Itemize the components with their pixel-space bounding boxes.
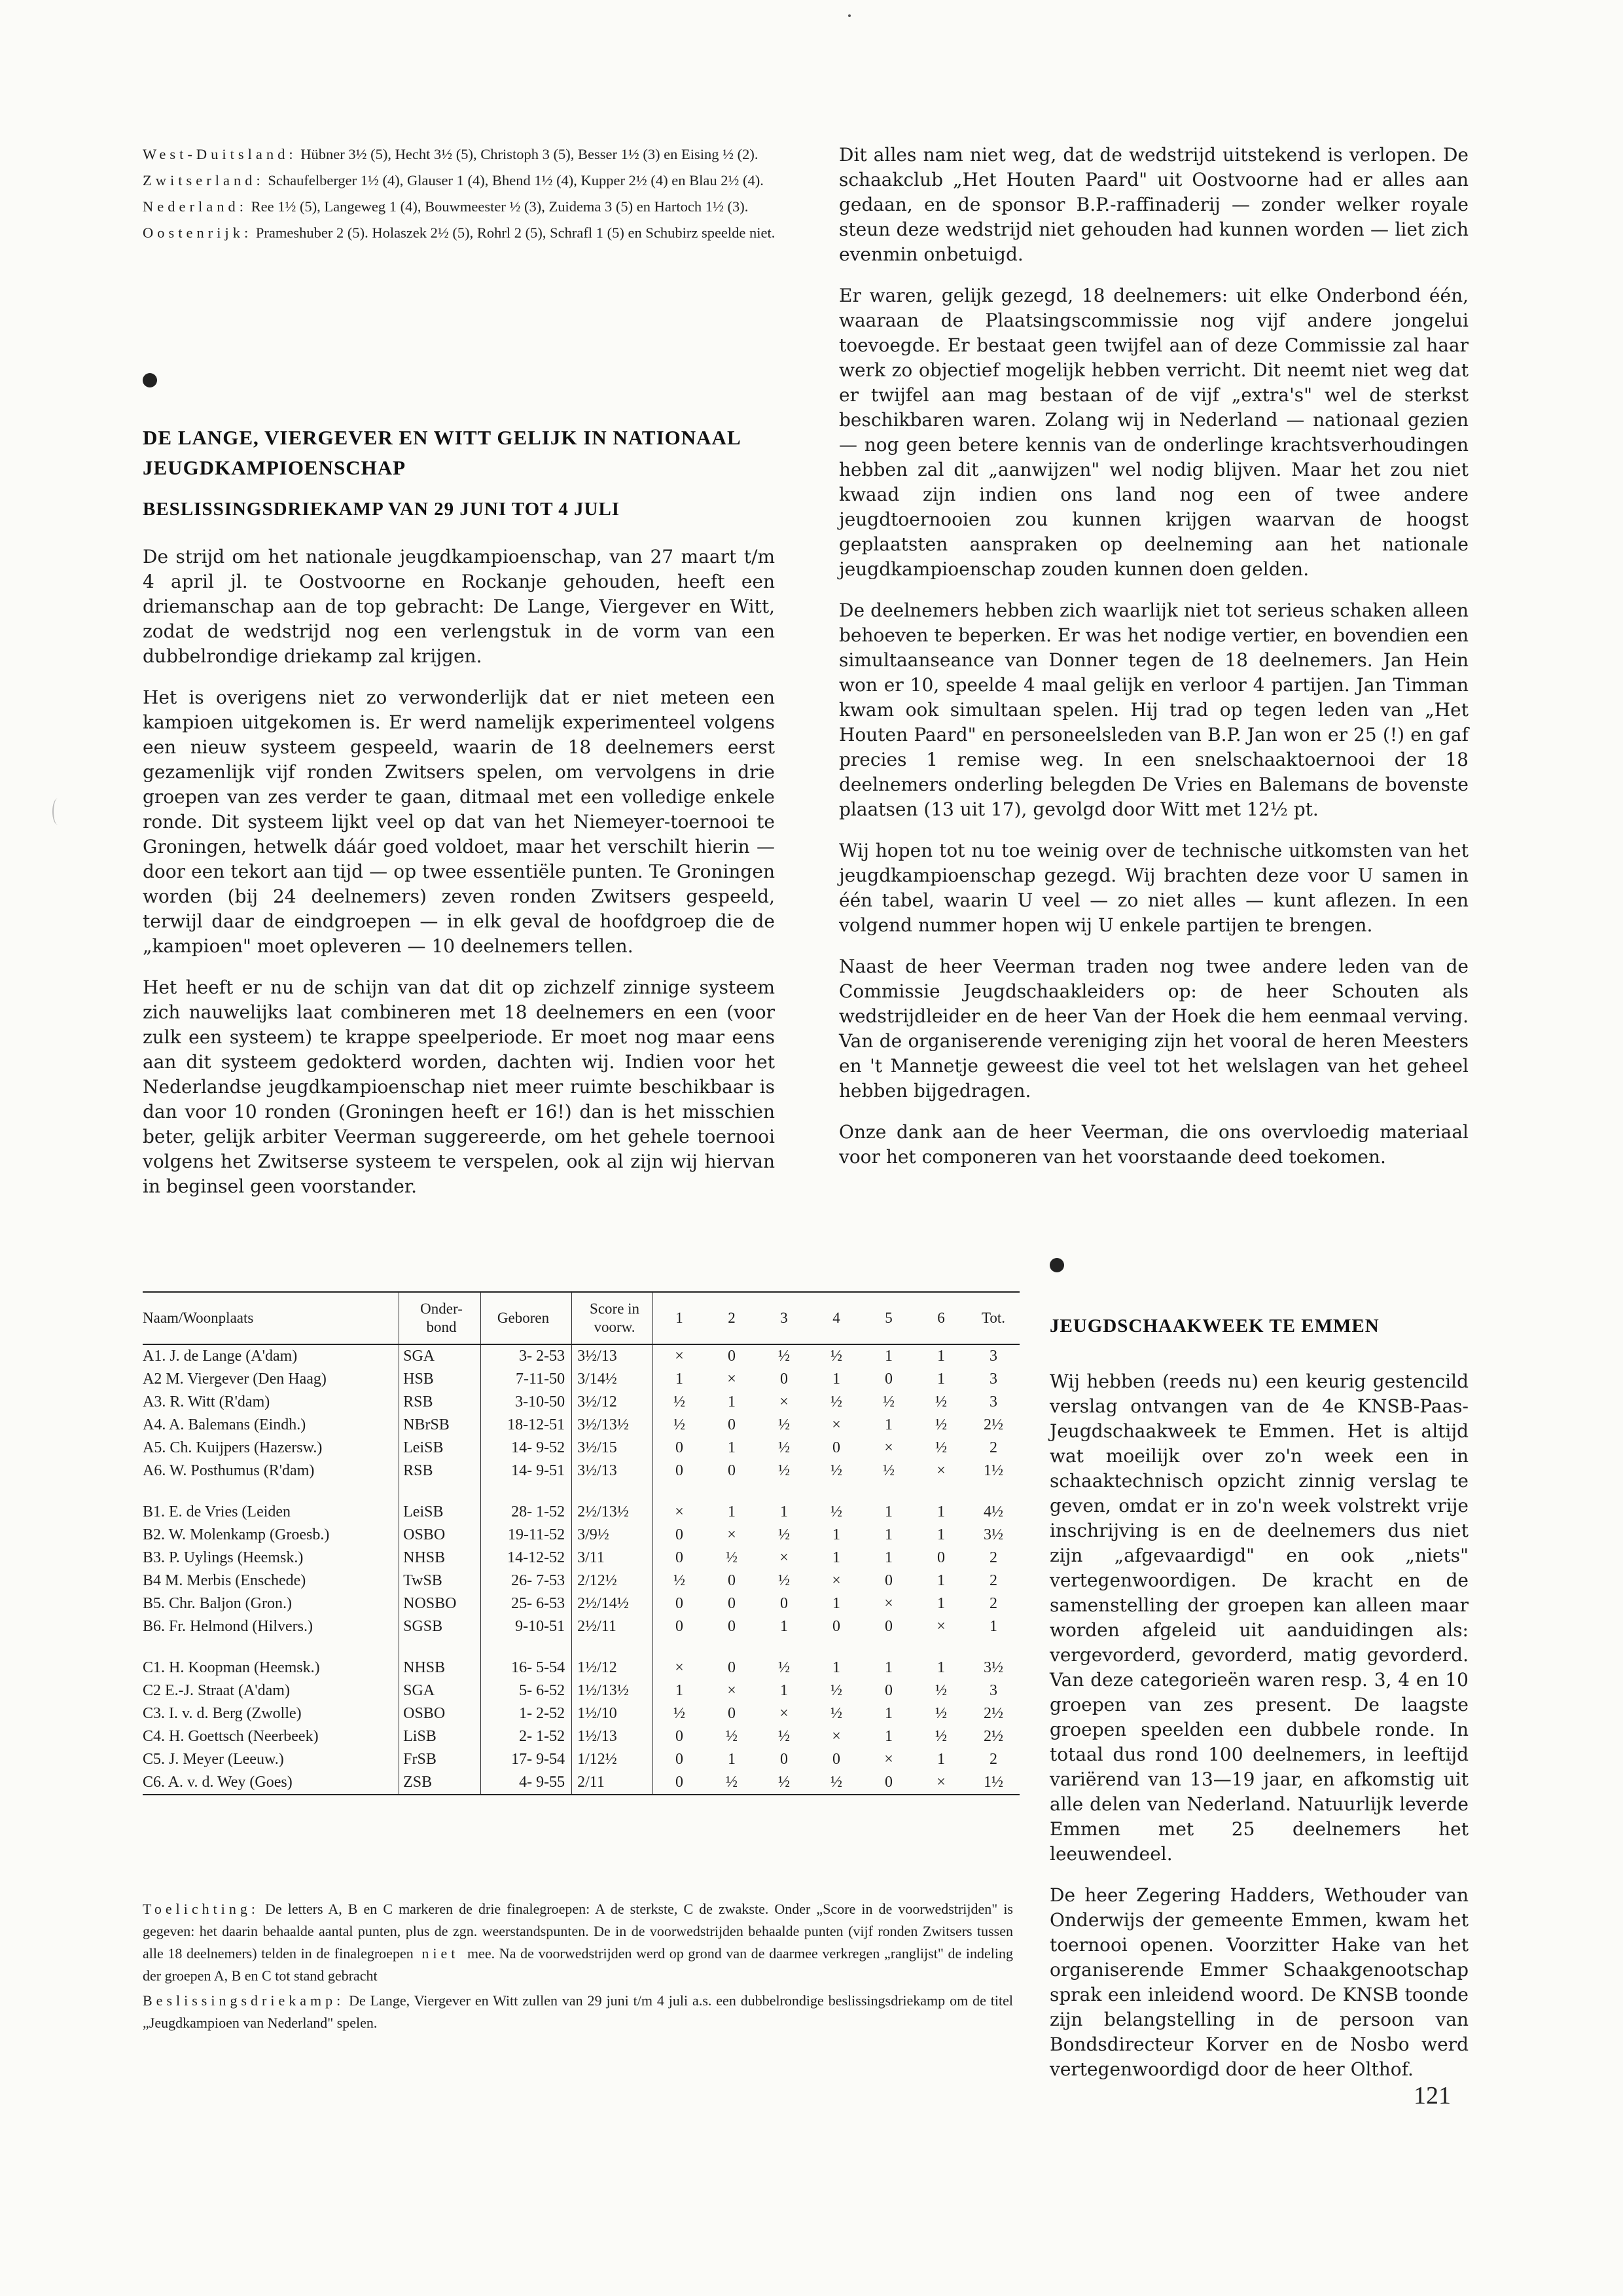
table-cell: ½ [935, 1416, 947, 1433]
table-cell: 3- 2-53 [480, 1344, 571, 1368]
table-cell: 1 [937, 1595, 945, 1612]
table-cell: 1 [885, 1416, 893, 1433]
table-cell: 1 [937, 1526, 945, 1543]
table-cell [399, 1638, 481, 1657]
table-row [143, 1702, 1020, 1725]
table-cell: 0 [728, 1705, 736, 1722]
table-cell: LiSB [399, 1725, 481, 1748]
result-austria: Oostenrijk: Prameshuber 2 (5). Holaszek 2½ (5), Rohrl 2 (5), Schrafl 1 (5) en Schubirz speelde niet. [143, 224, 776, 241]
result-west-germany: West-Duitsland: Hübner 3½ (5), Hecht 3½ (5), Christoph 3 (5), Besser 1½ (3) en Eising ½ (2). [143, 146, 758, 162]
table-cell [863, 1638, 915, 1657]
table-cell [653, 1482, 706, 1501]
article2-body [1050, 1369, 1469, 2098]
table-cell: 1½/12 [572, 1657, 653, 1679]
table-cell: 3/9½ [572, 1524, 653, 1547]
table-cell: × [884, 1439, 893, 1456]
header-score: Score in voorw. [572, 1292, 653, 1344]
table-cell: 3½/12 [572, 1391, 653, 1414]
table-row [143, 1460, 1020, 1482]
table-cell: 1 [832, 1371, 840, 1388]
table-cell: ½ [935, 1728, 947, 1745]
paragraph: Wij hebben (reeds nu) een keurig gestencild verslag ontvangen van de 4e KNSB-Paas-Jeugdschaakweek te Emmen. Het is altijd wat moeilijk over zo'n week een in schaaktechnisch opzicht zinnig verslag te geven, omdat er in zo'n week volstrekt vrije inschrijving is en de deelnemers dus niet zijn „afgevaardigd" en ook „niets" vertegenwoordigen. De kracht en de samenstelling der groepen kan alleen maar worden afgeleid uit aanduidingen als: vergevorderd, gevorderd, matig gevorderd. Van deze categorieën waren resp. 3, 4 en 10 groepen van zes present. De laagste groepen speelden een dubbele ronde. In totaal dus rond 100 deelnemers, in leeftijd variërend van 13—19 jaar, en afkomstig uit alle delen van Nederland. Natuurlijk leverde Emmen met 25 deelnemers het leeuwendeel. [1050, 1371, 1469, 1865]
table-cell: 3 [990, 1348, 997, 1365]
table-cell: 25- 6-53 [480, 1592, 571, 1615]
paragraph: Het heeft er nu de schijn van dat dit op zichzelf zinnige systeem zich nauwelijks laat combineren met 18 deelnemers en een (voor zulk een systeem) te krappe speelperiode. Er moet nog maar eens aan dit systeem gedokterd worden, dachten wij. Indien voor het Nederlandse jeugdkampioenschap niet meer ruimte beschikbaar is dan voor 10 ronden (Groningen heeft er 16!) dan is het misschien beter, gelijk arbiter Veerman suggereerde, om het gehele toernooi volgens het Zwitserse systeem te verspelen, ook al zijn wij hiervan in beginsel geen voorstander. [143, 977, 775, 1197]
table-cell: 3½ [984, 1526, 1003, 1543]
table-cell [810, 1482, 863, 1501]
table-cell [758, 1638, 810, 1657]
table-cell: 3½/15 [572, 1437, 653, 1460]
table-cell [915, 1482, 967, 1501]
table-cell: 0 [885, 1618, 893, 1635]
table-cell: 1½/13 [572, 1725, 653, 1748]
table-cell: 0 [937, 1549, 945, 1566]
paragraph: Het is overigens niet zo verwonderlijk dat er niet meteen een kampioen uitgekomen is. Er werd namelijk experimenteel volgens een nieuw systeem gespeeld, waarin de 18 deelnemers eerst gezamenlijk vijf ronden Zwitsers spelen, om vervolgens in drie groepen van zes verder te gaan, ditmaal met een volledige enkele ronde. Dit systeem lijkt veel op dat van het Niemeyer-toernooi te Groningen, hetwelk dáár goed voldoet, maar het verschilt hierin — door een tekort aan tijd — op twee essentiële punten. Te Groningen worden (bij 24 deelnemers) zeven ronden Zwitsers gespeeld, terwijl daar de eindgroepen — in elk geval de hoofdgroep die de „kampioen" moet opleveren — 10 deelnemers tellen. [143, 687, 775, 957]
table-cell: 1 [675, 1371, 683, 1388]
table-cell: ½ [883, 1393, 895, 1410]
table-cell: SGSB [399, 1615, 481, 1638]
table-cell [572, 1638, 653, 1657]
table-cell: 2 [990, 1549, 997, 1566]
table-cell: × [936, 1462, 946, 1479]
table-cell: × [675, 1503, 684, 1520]
table-cell: 17- 9-54 [480, 1748, 571, 1771]
table-row [143, 1344, 1020, 1368]
table-cell: 1½/10 [572, 1702, 653, 1725]
table-cell: 1 [728, 1503, 736, 1520]
table-cell: 3½/13½ [572, 1414, 653, 1437]
table-cell: 2½/11 [572, 1615, 653, 1638]
table-cell [967, 1482, 1020, 1501]
table-cell: NHSB [399, 1547, 481, 1570]
table-cell [399, 1482, 481, 1501]
table-cell: ½ [830, 1682, 842, 1699]
table-cell: OSBO [399, 1702, 481, 1725]
article-right-column [839, 143, 1469, 1186]
table-row [143, 1679, 1020, 1702]
table-cell [915, 1638, 967, 1657]
table-cell: 1 [675, 1682, 683, 1699]
table-cell: × [936, 1618, 946, 1635]
table-cell: A5. Ch. Kuijpers (Hazersw.) [143, 1439, 323, 1456]
table-row [143, 1391, 1020, 1414]
table-cell: 0 [728, 1416, 736, 1433]
table-cell: NBrSB [399, 1414, 481, 1437]
table-cell: 0 [780, 1751, 788, 1768]
table-cell: ½ [673, 1572, 685, 1589]
table-cell: 0 [780, 1595, 788, 1612]
table-cell: 0 [728, 1348, 736, 1365]
table-cell: 1 [885, 1503, 893, 1520]
table-cell: × [832, 1572, 841, 1589]
table-cell: FrSB [399, 1748, 481, 1771]
table-cell: 1 [780, 1503, 788, 1520]
table-cell: 1 [885, 1348, 893, 1365]
table-cell: ½ [673, 1705, 685, 1722]
table-cell: 1 [937, 1503, 945, 1520]
table-cell: ½ [778, 1526, 790, 1543]
table-cell: 0 [832, 1618, 840, 1635]
table-cell [967, 1638, 1020, 1657]
header-col: 3 [758, 1292, 810, 1344]
table-cell: 19-11-52 [480, 1524, 571, 1547]
table-cell: 2 [990, 1751, 997, 1768]
table-cell: ½ [778, 1348, 790, 1365]
result-netherlands: Nederland: Ree 1½ (5), Langeweg 1 (4), Bouwmeester ½ (3), Zuidema 3 (5) en Hartoch 1½ (3). [143, 198, 749, 215]
table-cell: 1 [937, 1659, 945, 1676]
table-row [143, 1547, 1020, 1570]
table-cell: × [779, 1705, 789, 1722]
table-cell: ½ [778, 1572, 790, 1589]
table-cell: 0 [728, 1659, 736, 1676]
table-cell: 1½/13½ [572, 1679, 653, 1702]
table-cell: 0 [728, 1618, 736, 1635]
table-row [143, 1592, 1020, 1615]
table-cell: 0 [728, 1595, 736, 1612]
header-col: 6 [915, 1292, 967, 1344]
table-cell: 2 [990, 1572, 997, 1589]
article-left-column [143, 545, 775, 1215]
table-cell: ½ [726, 1728, 738, 1745]
table-cell: 0 [863, 1771, 915, 1795]
paragraph: Dit alles nam niet weg, dat de wedstrijd uitstekend is verlopen. De schaakclub „Het Houten Paard" uit Oostvoorne had er alles aan gedaan, en de sponsor B.P.-raffinaderij — zonder welker royale steun deze wedstrijd niet gehouden had kunnen worden — liet zich evenmin onbetuigd. [839, 144, 1469, 265]
table-cell: × [779, 1393, 789, 1410]
article-title: DE LANGE, VIERGEVER EN WITT GELIJK IN NATIONAAL JEUGDKAMPIOENSCHAP [143, 426, 740, 479]
table-cell: 3½ [984, 1659, 1003, 1676]
table-cell: 0 [885, 1682, 893, 1699]
result-switzerland: Zwitserland: Schaufelberger 1½ (4), Glauser 1 (4), Bhend 1½ (4), Kupper 2½ (4) en Blau 2½ (4). [143, 172, 764, 188]
table-cell: 4- 9-55 [480, 1771, 571, 1795]
table-cell: 2½ [984, 1705, 1003, 1722]
table-cell: 1 [832, 1549, 840, 1566]
scan-speck [848, 14, 851, 17]
table-cell: 1 [728, 1751, 736, 1768]
table-cell: 2/11 [572, 1771, 653, 1795]
table-cell: C3. I. v. d. Berg (Zwolle) [143, 1705, 302, 1722]
table-cell: 2½ [984, 1728, 1003, 1745]
table-cell: A6. W. Posthumus (R'dam) [143, 1462, 315, 1479]
table-cell [758, 1482, 810, 1501]
table-row [143, 1570, 1020, 1592]
table-cell: 7-11-50 [480, 1368, 571, 1391]
table-cell: 1 [832, 1526, 840, 1543]
table-cell: ½ [830, 1705, 842, 1722]
table-cell: RSB [399, 1391, 481, 1414]
table-cell: 4½ [984, 1503, 1003, 1520]
table-row [143, 1501, 1020, 1524]
table-notes [143, 1898, 1013, 2037]
table-cell: 1 [832, 1595, 840, 1612]
table-cell: ½ [935, 1682, 947, 1699]
table-cell: LeiSB [399, 1501, 481, 1524]
table-cell: 1- 2-52 [480, 1702, 571, 1725]
note-toelichting: Toelichting: De letters A, B en C markeren de drie finalegroepen: A de sterkste, C de zwakste. Onder „Score in de voorwedstrijden" is gegeven: het daarin behaalde aantal punten, plus de zgn. weerstandspunten. De in de voorwedstrijden behaalde punten (vijf ronden Zwitsers tussen alle 18 deelnemers) telden in de finalegroepen niet mee. Na de voorwedstrijden werd op grond van de daarmee verkregen „ranglijst" de indeling der groepen A, B en C tot stand gebracht [143, 1901, 1013, 1984]
table-cell: 1 [728, 1393, 736, 1410]
section-bullet [1050, 1258, 1064, 1272]
table-cell [810, 1638, 863, 1657]
table-cell: C1. H. Koopman (Heemsk.) [143, 1659, 320, 1676]
table-cell: ½ [935, 1439, 947, 1456]
table-cell: 0 [885, 1572, 893, 1589]
table-cell: ½ [810, 1771, 863, 1795]
table-cell: A1. J. de Lange (A'dam) [143, 1348, 298, 1365]
table-cell: × [884, 1595, 893, 1612]
header-onderbond: Onder- bond [399, 1292, 481, 1344]
table-cell: × [779, 1549, 789, 1566]
table-cell: 3 [990, 1371, 997, 1388]
table-cell: 18-12-51 [480, 1414, 571, 1437]
note-beslissingsdriekamp: Beslissingsdriekamp: De Lange, Viergever en Witt zullen van 29 juni t/m 4 juli a.s. een dubbelrondige beslissingsdriekamp om de titel „Jeugdkampioen van Nederland" spelen. [143, 1992, 1013, 2031]
table-cell: 0 [728, 1462, 736, 1479]
table-cell: × [832, 1728, 841, 1745]
table-cell: HSB [399, 1368, 481, 1391]
table-cell: 1 [937, 1751, 945, 1768]
table-cell [863, 1482, 915, 1501]
table-cell: 14-12-52 [480, 1547, 571, 1570]
table-row [143, 1725, 1020, 1748]
table-cell: 0 [675, 1526, 683, 1543]
page-number: 121 [1414, 2082, 1451, 2109]
table-cell: C2 E.-J. Straat (A'dam) [143, 1682, 290, 1699]
header-col: 2 [705, 1292, 758, 1344]
table-cell: 3/14½ [572, 1368, 653, 1391]
table-cell: ½ [705, 1771, 758, 1795]
table-cell: LeiSB [399, 1437, 481, 1460]
results-table [143, 1291, 1020, 1795]
table-cell: 3½/13 [572, 1344, 653, 1368]
table-cell: B5. Chr. Baljon (Gron.) [143, 1595, 292, 1612]
table-cell [653, 1638, 706, 1657]
table-cell: × [832, 1416, 841, 1433]
table-cell [705, 1482, 758, 1501]
table-cell: 0 [653, 1771, 706, 1795]
group-separator [143, 1482, 1020, 1501]
table-cell: RSB [399, 1460, 481, 1482]
table-cell: 0 [675, 1439, 683, 1456]
table-cell: 1 [728, 1439, 736, 1456]
table-row [143, 1437, 1020, 1460]
article2-title: JEUGDSCHAAKWEEK TE EMMEN [1050, 1316, 1380, 1336]
table-row [143, 1414, 1020, 1437]
table-cell: C6. A. v. d. Wey (Goes) [143, 1771, 399, 1795]
table-cell: 2 [990, 1595, 997, 1612]
table-cell: C5. J. Meyer (Leeuw.) [143, 1751, 284, 1768]
group-separator [143, 1638, 1020, 1657]
table-cell: 0 [728, 1572, 736, 1589]
table-cell: 1 [780, 1682, 788, 1699]
table-row [143, 1615, 1020, 1638]
table-cell: ½ [830, 1393, 842, 1410]
table-cell: 0 [675, 1595, 683, 1612]
table-cell: 1 [990, 1618, 997, 1635]
table-cell: ½ [830, 1503, 842, 1520]
table-cell: B1. E. de Vries (Leiden [143, 1503, 291, 1520]
table-cell: × [915, 1771, 967, 1795]
table-cell: 0 [885, 1371, 893, 1388]
header-name: Naam/Woonplaats [143, 1292, 399, 1344]
article-subtitle: BESLISSINGSDRIEKAMP VAN 29 JUNI TOT 4 JULI [143, 499, 620, 520]
table-cell: 3 [990, 1393, 997, 1410]
table-cell: 16- 5-54 [480, 1657, 571, 1679]
table-cell: 0 [675, 1751, 683, 1768]
table-cell: A4. A. Balemans (Eindh.) [143, 1416, 306, 1433]
table-cell: × [727, 1682, 736, 1699]
table-cell: ½ [935, 1393, 947, 1410]
table-cell: 1 [937, 1371, 945, 1388]
table-cell: 2½ [984, 1416, 1003, 1433]
table-cell: 1/12½ [572, 1748, 653, 1771]
table-cell: 2- 1-52 [480, 1725, 571, 1748]
table-cell: 9-10-51 [480, 1615, 571, 1638]
table-cell: C4. H. Goettsch (Neerbeek) [143, 1728, 319, 1745]
table-cell: OSBO [399, 1524, 481, 1547]
table-cell: SGA [399, 1679, 481, 1702]
table-cell: 0 [675, 1462, 683, 1479]
table-cell: 3-10-50 [480, 1391, 571, 1414]
table-cell: ½ [673, 1393, 685, 1410]
table-cell: A3. R. Witt (R'dam) [143, 1393, 270, 1410]
table-cell: ½ [778, 1659, 790, 1676]
table-cell: 3½/13 [572, 1460, 653, 1482]
table-cell: 1½ [967, 1771, 1020, 1795]
table-cell: ½ [883, 1462, 895, 1479]
table-cell: 1½ [984, 1462, 1003, 1479]
table-header-row [143, 1292, 1020, 1344]
table-cell: × [675, 1659, 684, 1676]
table-cell [143, 1482, 399, 1501]
paragraph: Onze dank aan de heer Veerman, die ons overvloedig materiaal voor het componeren van het voorstaande deed toekomen. [839, 1121, 1469, 1168]
table-cell: 0 [675, 1618, 683, 1635]
table-row [143, 1771, 1020, 1795]
country-results [143, 143, 797, 247]
table-cell: B4 M. Merbis (Enschede) [143, 1572, 306, 1589]
table-cell: 1 [885, 1705, 893, 1722]
table-cell: 14- 9-51 [480, 1460, 571, 1482]
table-cell: 0 [675, 1549, 683, 1566]
table-cell: ½ [935, 1705, 947, 1722]
header-tot: Tot. [967, 1292, 1020, 1344]
table-cell: B6. Fr. Helmond (Hilvers.) [143, 1618, 313, 1635]
table-cell [480, 1482, 571, 1501]
header-col: 5 [863, 1292, 915, 1344]
table-cell: TwSB [399, 1570, 481, 1592]
table-cell: 0 [832, 1439, 840, 1456]
table-cell: 3/11 [572, 1547, 653, 1570]
table-cell: 26- 7-53 [480, 1570, 571, 1592]
paragraph: Naast de heer Veerman traden nog twee andere leden van de Commissie Jeugdschaakleiders op: de heer Schouten als wedstrijdleider en de heer Van der Hoek die hem eenmaal verving. Van de organiserende vereniging zijn het vooral de heren Meesters en 't Mannetje geweest die veel tot het welslagen van het geheel hebben bijgedragen. [839, 956, 1469, 1102]
table-cell: × [727, 1526, 736, 1543]
table-cell: 14- 9-52 [480, 1437, 571, 1460]
table-cell [705, 1638, 758, 1657]
table-cell: A2 M. Viergever (Den Haag) [143, 1371, 327, 1388]
table-cell [143, 1638, 399, 1657]
table-cell: 1 [780, 1618, 788, 1635]
table-cell: 2½/13½ [572, 1501, 653, 1524]
table-cell: 1 [937, 1348, 945, 1365]
table-cell: 28- 1-52 [480, 1501, 571, 1524]
table-cell: B3. P. Uylings (Heemsk.) [143, 1549, 304, 1566]
table-cell: 1 [885, 1728, 893, 1745]
paragraph: De deelnemers hebben zich waarlijk niet tot serieus schaken alleen behoeven te beperken. Er was het nodige vertier, en bovendien een simultaanseance van Donner tegen de 18 deelnemers. Jan Hein won er 10, speelde 4 maal gelijk en verloor 4 partijen. Jan Timman kwam ook simultaan spelen. Hij trad op tegen leden van „Het Houten Paard" en personeelsleden van B.P. Jan won er 25 (!) en gaf precies 1 remise weg. In een snelschaaktoernooi der 18 deelnemers onderling belegden De Vries en Balemans de bovenste plaatsen (13 uit 17), gevolgd door Witt met 12½ pt. [839, 600, 1469, 820]
table-cell [480, 1638, 571, 1657]
table-row [143, 1748, 1020, 1771]
table-cell: × [884, 1751, 893, 1768]
table-cell: NHSB [399, 1657, 481, 1679]
table-cell: 1 [885, 1549, 893, 1566]
section-bullet [143, 373, 157, 387]
table-cell: B2. W. Molenkamp (Groesb.) [143, 1526, 330, 1543]
table-cell: ½ [778, 1439, 790, 1456]
paragraph: Er waren, gelijk gezegd, 18 deelnemers: uit elke Onderbond één, waaraan de Plaatsingscommissie nog vijf andere jongelui toevoegde. Er bestaat geen twijfel aan of deze Commissie zal haar werk zo objectief mogelijk hebben verricht. Dit neemt niet weg dat er twijfel aan mag bestaan of de vijf „extra's" wel de sterkst beschikbaren waren. Zolang wij in Nederland — nationaal gezien — nog geen betere kennis van de onderlinge krachtsverhoudingen hebben zal dit „aanwijzen" wel nodig blijven. Maar het zou niet kwaad zijn indien ons land nog een of twee andere jeugdtoernooien zou kunnen krijgen waarvan de hoogst geplaatsten aanspraken op deelneming aan het nationale jeugdkampioenschap zouden kunnen doen gelden. [839, 285, 1469, 580]
table-cell [572, 1482, 653, 1501]
table-cell: 2/12½ [572, 1570, 653, 1592]
paragraph: Wij hopen tot nu toe weinig over de technische uitkomsten van het jeugdkampioenschap gezegd. Wij brachten deze voor U samen in één tabel, waarin U veel — zo niet alles — kunt aflezen. In een volgend nummer hopen wij U enkele partijen te brengen. [839, 840, 1469, 936]
table-row [143, 1368, 1020, 1391]
table-cell: 2½/14½ [572, 1592, 653, 1615]
table-cell: ½ [778, 1462, 790, 1479]
table-cell: × [727, 1371, 736, 1388]
table-cell: SGA [399, 1344, 481, 1368]
header-col: 4 [810, 1292, 863, 1344]
paragraph: De strijd om het nationale jeugdkampioenschap, van 27 maart t/m 4 april jl. te Oostvoorne en Rockanje gehouden, heeft een driemanschap aan de top gebracht: De Lange, Viergever en Witt, zodat de wedstrijd nog een verlengstuk in de vorm van een dubbelrondige driekamp zal krijgen. [143, 546, 775, 667]
table-cell: ½ [673, 1416, 685, 1433]
table-body [143, 1344, 1020, 1795]
table-cell: 0 [780, 1371, 788, 1388]
table-cell: ½ [778, 1728, 790, 1745]
table-row [143, 1657, 1020, 1679]
table-cell: 5- 6-52 [480, 1679, 571, 1702]
table-cell: ½ [726, 1549, 738, 1566]
header-col: 1 [653, 1292, 706, 1344]
table-row [143, 1524, 1020, 1547]
table-cell: 3 [990, 1682, 997, 1699]
table-cell: 1 [885, 1659, 893, 1676]
header-geboren: Geboren [480, 1292, 571, 1344]
table-cell: 1 [885, 1526, 893, 1543]
table-cell: 0 [832, 1751, 840, 1768]
table-cell: 1 [937, 1572, 945, 1589]
table-cell: ZSB [399, 1771, 481, 1795]
table-cell: 2 [990, 1439, 997, 1456]
table-cell: NOSBO [399, 1592, 481, 1615]
table-cell: ½ [830, 1462, 842, 1479]
table-cell: 1 [832, 1659, 840, 1676]
table-cell: ½ [830, 1348, 842, 1365]
table-cell: ½ [778, 1416, 790, 1433]
scan-mark [52, 798, 63, 825]
table-cell: × [675, 1348, 684, 1365]
table-cell: 0 [675, 1728, 683, 1745]
paragraph: De heer Zegering Hadders, Wethouder van Onderwijs der gemeente Emmen, kwam het toernooi openen. Voorzitter Hake van het organiserende Emmer Schaakgenootschap sprak een inleidend woord. De KNSB toonde zijn belangstelling in de persoon van Bondsdirecteur Korver en de Nosbo werd vertegenwoordigd door de heer Olthof. [1050, 1884, 1469, 2080]
table-cell: ½ [758, 1771, 810, 1795]
